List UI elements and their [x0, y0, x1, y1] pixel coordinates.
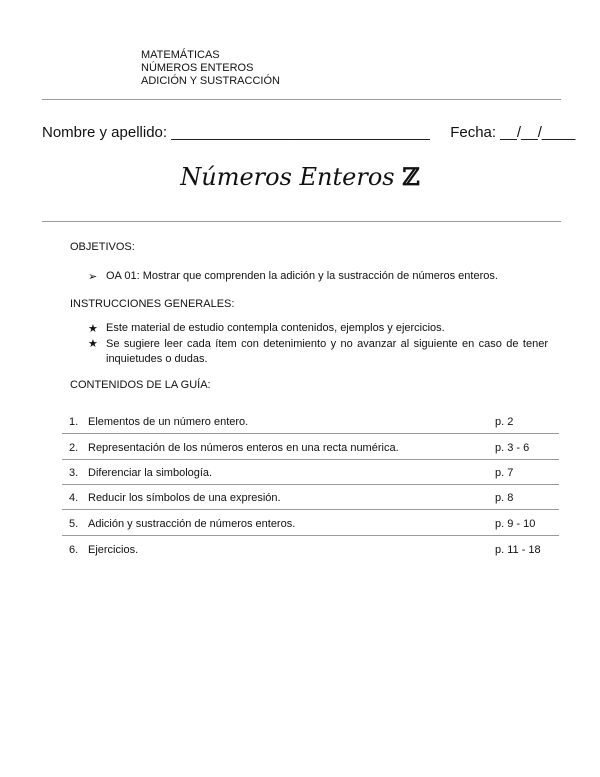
- instruction-item: [88, 322, 445, 335]
- unit-label: NÚMEROS ENTEROS: [141, 62, 254, 74]
- objectives-heading: OBJETIVOS:: [70, 241, 135, 253]
- row-divider: [62, 509, 559, 510]
- topic-label: ADICIÓN Y SUSTRACCIÓN: [141, 75, 280, 87]
- item-title: Reducir los símbolos de una expresión.: [88, 492, 281, 504]
- document-header: [141, 49, 280, 88]
- item-title: Ejercicios.: [88, 544, 139, 556]
- contents-heading: CONTENIDOS DE LA GUÍA:: [70, 379, 211, 391]
- student-info-row: [42, 124, 575, 141]
- item-page: p. 8: [495, 492, 514, 504]
- name-field-label: Nombre y apellido: _______________________________: [42, 124, 430, 141]
- item-page: p. 2: [495, 416, 514, 428]
- instruction-item: [88, 337, 548, 367]
- item-number: 5.: [69, 518, 79, 530]
- table-row: [62, 544, 559, 570]
- star-bullet-icon: ★: [88, 338, 98, 350]
- table-row: [62, 442, 559, 468]
- row-divider: [62, 459, 559, 460]
- row-divider: [62, 484, 559, 485]
- table-row: [62, 492, 559, 518]
- title-text: Números Enteros: [180, 163, 395, 191]
- item-number: 2.: [69, 442, 79, 454]
- instructions-heading: INSTRUCCIONES GENERALES:: [70, 298, 235, 310]
- item-page: p. 11 - 18: [495, 544, 541, 556]
- objective-item: [88, 270, 498, 283]
- item-page: p. 3 - 6: [495, 442, 530, 454]
- star-bullet-icon: ★: [88, 323, 98, 335]
- subject-label: MATEMÁTICAS: [141, 49, 220, 61]
- date-field-label: Fecha: __/__/____: [450, 124, 576, 141]
- item-title: Diferenciar la simbología.: [88, 467, 213, 479]
- table-row: [62, 416, 559, 442]
- item-page: p. 9 - 10: [495, 518, 536, 530]
- objective-text: OA 01: Mostrar que comprenden la adición y la sustracción de números enteros.: [106, 270, 498, 282]
- item-title: Representación de los números enteros en una recta numérica.: [88, 442, 399, 454]
- page-title: [0, 162, 600, 191]
- integers-symbol: ℤ: [402, 162, 420, 191]
- item-number: 3.: [69, 467, 79, 479]
- header-divider: [42, 99, 561, 100]
- item-number: 6.: [69, 544, 79, 556]
- instruction-text: Se sugiere leer cada ítem con detenimiento y no avanzar al siguiente en caso de tener inquietudes o dudas.: [106, 338, 548, 365]
- arrow-bullet-icon: ➢: [88, 271, 98, 283]
- row-divider: [62, 535, 559, 536]
- item-title: Adición y sustracción de números enteros.: [88, 518, 296, 530]
- instruction-text: Este material de estudio contempla contenidos, ejemplos y ejercicios.: [106, 322, 445, 334]
- title-divider: [42, 221, 561, 222]
- item-number: 1.: [69, 416, 79, 428]
- table-row: [62, 518, 559, 544]
- row-divider: [62, 433, 559, 434]
- item-title: Elementos de un número entero.: [88, 416, 249, 428]
- item-page: p. 7: [495, 467, 514, 479]
- item-number: 4.: [69, 492, 79, 504]
- table-row: [62, 467, 559, 493]
